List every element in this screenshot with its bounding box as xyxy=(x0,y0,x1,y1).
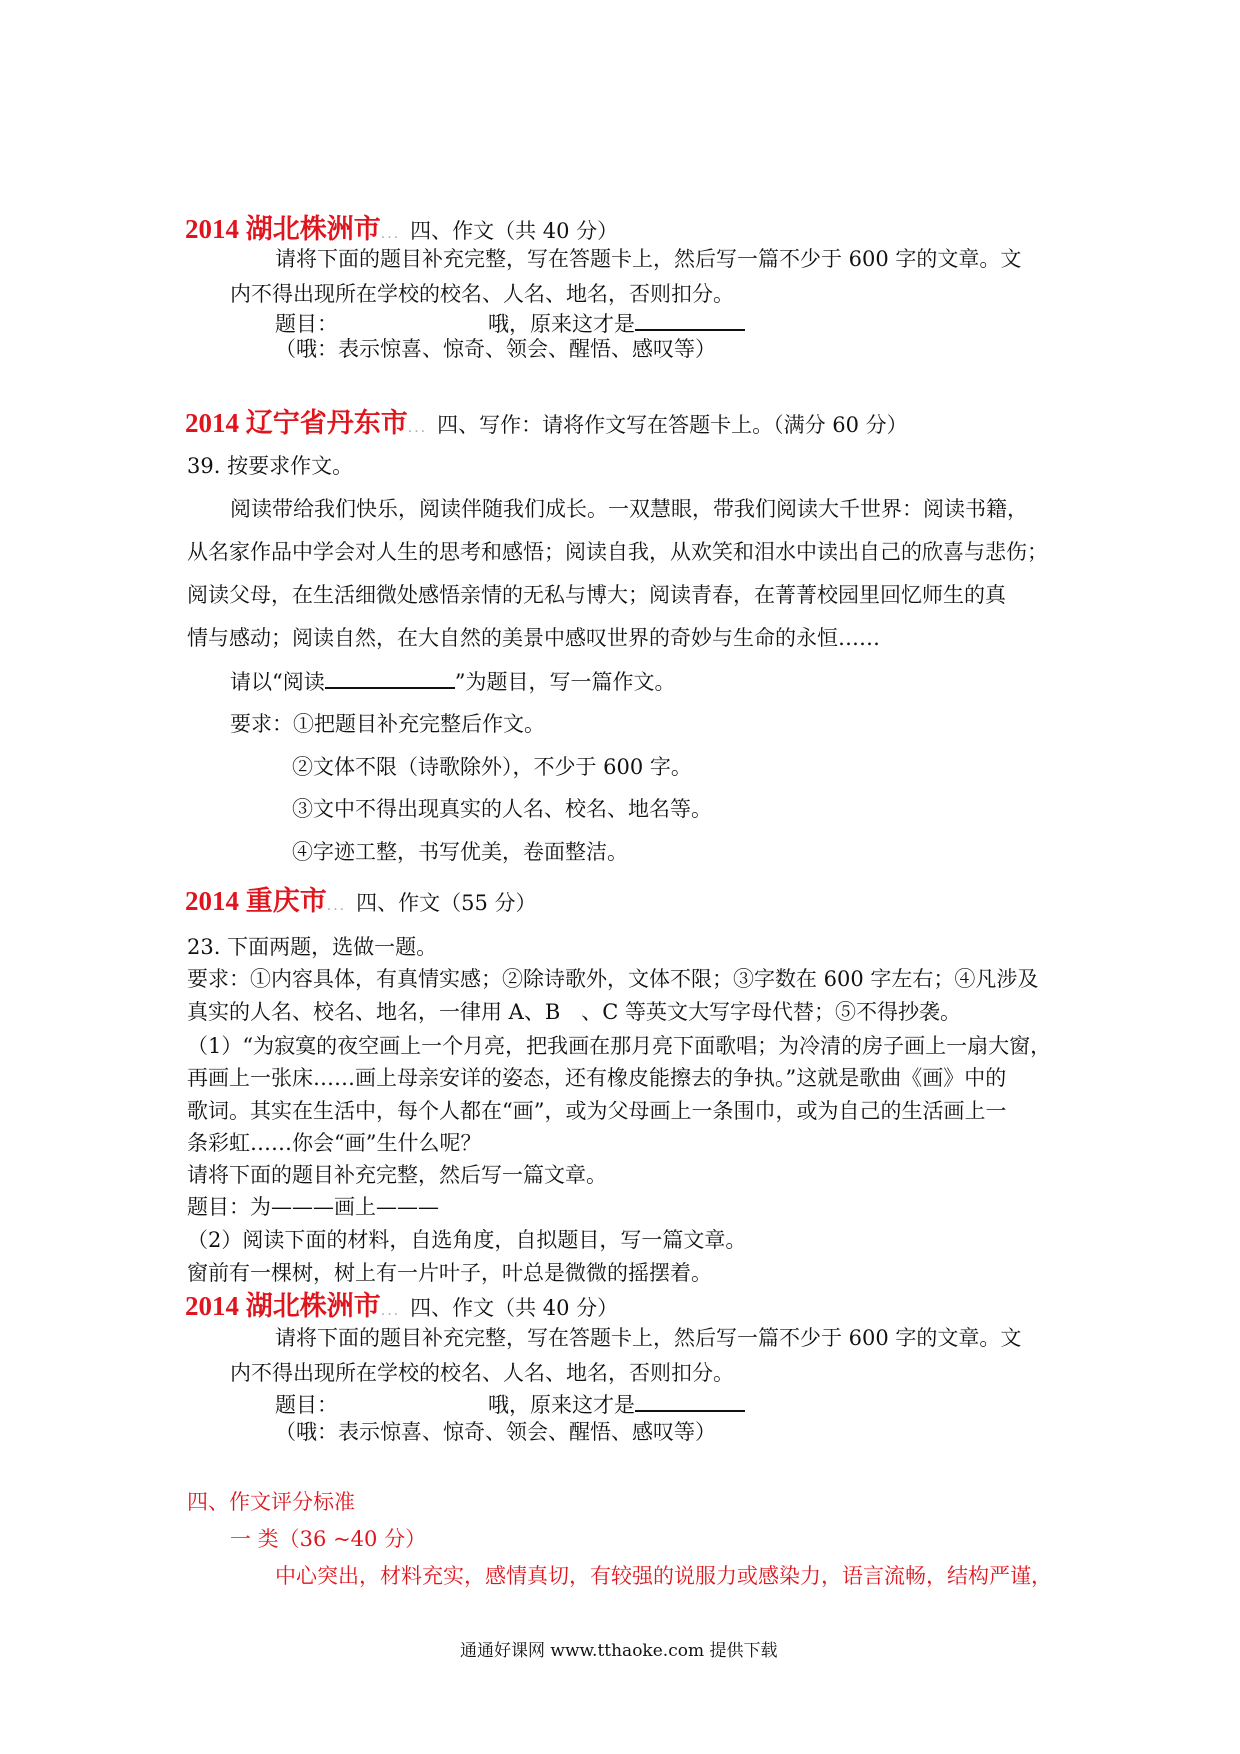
paragraph-line: 情与感动；阅读自然，在大自然的美景中感叹世界的奇妙与生命的永恒…… xyxy=(187,626,880,650)
paragraph-line: 真实的人名、校名、地名，一律用 A、B 、C 等英文大写字母代替；⑤不得抄袭。 xyxy=(187,1000,962,1024)
paragraph-line: 请将下面的题目补充完整，写在答题卡上，然后写一篇不少于 600 字的文章。文 xyxy=(275,247,1022,271)
section-title: 四、作文（共 40 分） xyxy=(410,1296,619,1320)
section-title: 四、作文（共 40 分） xyxy=(410,219,619,243)
question-number: 39. 按要求作文。 xyxy=(187,454,354,478)
note-line: （哦：表示惊喜、惊奇、领会、醒悟、感叹等） xyxy=(275,1420,716,1444)
dots: ... xyxy=(380,1303,401,1319)
paragraph-line: 阅读带给我们快乐，阅读伴随我们成长。一双慧眼，带我们阅读大千世界：阅读书籍， xyxy=(230,497,1028,521)
section-title: 四、写作：请将作文写在答题卡上。（满分 60 分） xyxy=(437,413,908,437)
requirement-item: ①把题目补充完整后作文。 xyxy=(293,712,545,736)
paragraph-line: 内不得出现所在学校的校名、人名、地名，否则扣分。 xyxy=(230,282,734,306)
paragraph-line: 从名家作品中学会对人生的思考和感悟；阅读自我，从欢笑和泪水中读出自己的欣喜与悲伤； xyxy=(187,540,1048,564)
region-year-header: 2014 湖北株洲市 xyxy=(185,1291,381,1321)
paragraph-line: 歌词。其实在生活中，每个人都在“画”，或为父母画上一条围巾，或为自己的生活画上一 xyxy=(187,1099,1007,1123)
paragraph-line: 内不得出现所在学校的校名、人名、地名，否则扣分。 xyxy=(230,1361,734,1385)
dots: ... xyxy=(407,420,428,436)
section3-heading xyxy=(185,885,537,917)
requirement-item: ③文中不得出现真实的人名、校名、地名等。 xyxy=(292,797,712,821)
footer-text: 通通好课网 www.tthaoke.com 提供下载 xyxy=(460,1641,778,1661)
paragraph-line: （2）阅读下面的材料，自选角度，自拟题目，写一篇文章。 xyxy=(187,1228,747,1252)
topic-line xyxy=(275,1392,745,1418)
section1-heading xyxy=(185,213,618,245)
paragraph-line: 再画上一张床……画上母亲安详的姿态，还有橡皮能擦去的争执。”这就是歌曲《画》中的 xyxy=(187,1066,1007,1090)
question-number: 23. 下面两题，选做一题。 xyxy=(187,935,438,959)
grading-description: 中心突出，材料充实，感情真切，有较强的说服力或感染力，语言流畅，结构严谨， xyxy=(275,1564,1052,1588)
fill-blank xyxy=(325,669,455,689)
requirement-label: 要求： xyxy=(230,712,293,736)
note-line: （哦：表示惊喜、惊奇、领会、醒悟、感叹等） xyxy=(275,337,716,361)
grading-title: 四、作文评分标准 xyxy=(187,1490,355,1514)
requirement-line xyxy=(230,712,545,737)
prompt-end: ”为题目，写一篇作文。 xyxy=(454,670,676,694)
topic-text: 哦，原来这才是 xyxy=(488,312,635,336)
paragraph-line: 阅读父母，在生活细微处感悟亲情的无私与博大；阅读青春，在菁菁校园里回忆师生的真 xyxy=(187,583,1006,607)
section2-heading xyxy=(185,407,908,439)
topic-line xyxy=(275,311,745,337)
dots: ... xyxy=(326,898,347,914)
paragraph-line: 窗前有一棵树，树上有一片叶子，叶总是微微的摇摆着。 xyxy=(187,1261,712,1285)
topic-prefix: 题目： xyxy=(275,1393,338,1417)
fill-blank xyxy=(635,1392,745,1412)
paragraph-line: 请将下面的题目补充完整，写在答题卡上，然后写一篇不少于 600 字的文章。文 xyxy=(275,1326,1022,1350)
requirement-item: ④字迹工整，书写优美，卷面整洁。 xyxy=(292,840,628,864)
prompt-start: 请以“阅读 xyxy=(230,670,325,694)
dots: ... xyxy=(380,226,401,242)
paragraph-line: （1）“为寂寞的夜空画上一个月亮，把我画在那月亮下面歌唱；为冷清的房子画上一扇大窗， xyxy=(187,1034,1052,1058)
prompt-line xyxy=(230,669,676,695)
topic-text: 哦，原来这才是 xyxy=(488,1393,635,1417)
fill-blank xyxy=(635,311,745,331)
topic-prefix: 题目： xyxy=(275,312,338,336)
paragraph-line: 要求：①内容具体，有真情实感；②除诗歌外，文体不限；③字数在 600 字左右；④凡涉及 xyxy=(187,967,1039,991)
paragraph-line: 请将下面的题目补充完整，然后写一篇文章。 xyxy=(187,1163,607,1187)
requirement-item: ②文体不限（诗歌除外），不少于 600 字。 xyxy=(292,755,692,779)
section4-heading xyxy=(185,1290,618,1322)
paragraph-line: 条彩虹……你会“画”生什么呢？ xyxy=(187,1131,482,1155)
region-year-header: 2014 重庆市 xyxy=(185,886,327,916)
grading-class: 一 类（36 ~40 分） xyxy=(230,1527,427,1551)
section-title: 四、作文（55 分） xyxy=(356,891,537,915)
paragraph-line: 题目：为———画上——— xyxy=(187,1195,439,1219)
region-year-header: 2014 辽宁省丹东市 xyxy=(185,408,408,438)
region-year-header: 2014 湖北株洲市 xyxy=(185,214,381,244)
